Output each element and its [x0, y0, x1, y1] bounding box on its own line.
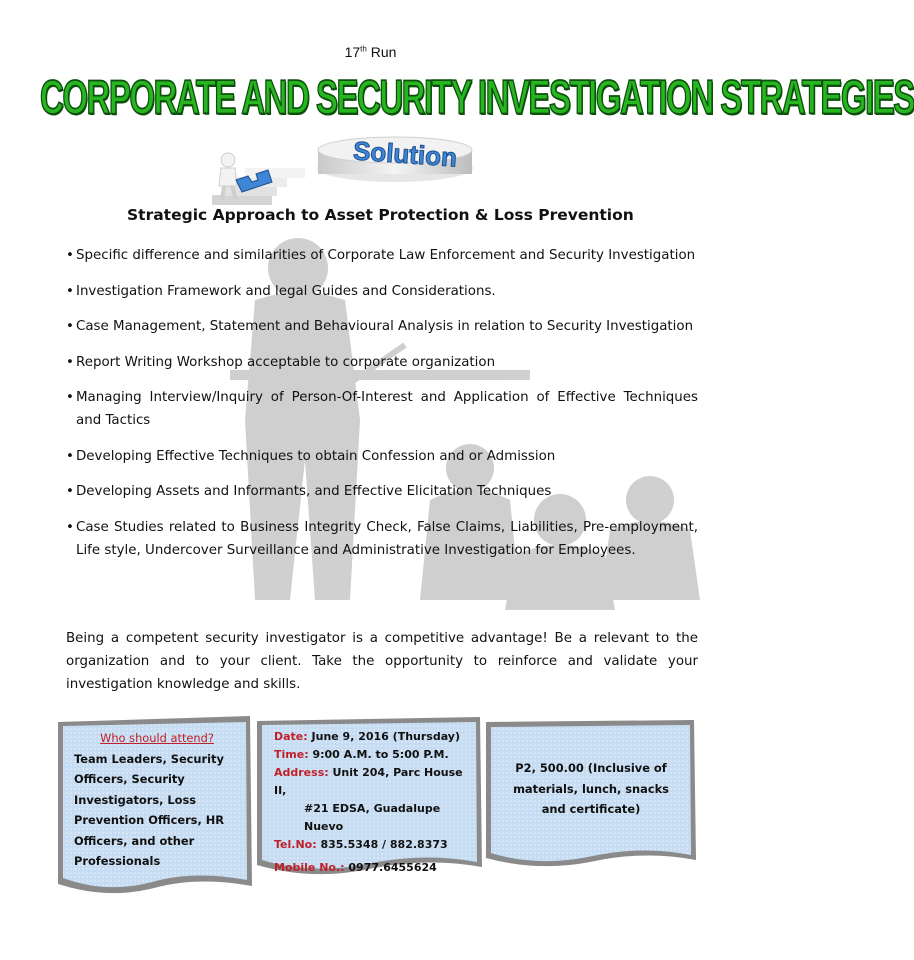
- mobile-value: 0977.6455624: [348, 861, 437, 874]
- who-should-attend-box: [58, 716, 252, 892]
- subtitle: Strategic Approach to Asset Protection & Loss Prevention: [127, 206, 634, 224]
- time-value: 9:00 A.M. to 5:00 P.M.: [312, 748, 449, 761]
- tel-label: Tel.No:: [274, 838, 317, 851]
- list-item: • Managing Interview/Inquiry of Person-Of-Interest and Application of Effective Techniques and Tactics: [66, 386, 698, 432]
- event-details-box: [257, 717, 482, 875]
- closing-paragraph: Being a competent security investigator is a competitive advantage! Be a relevant to the organization and to your client. Take the opportunity to reinforce and validate your investigation knowledge and skills.: [66, 631, 698, 692]
- list-item: • Developing Effective Techniques to obtain Confession and or Admission: [66, 445, 698, 468]
- run-suffix: th: [360, 44, 367, 54]
- address-label: Address:: [274, 766, 329, 779]
- list-item: • Specific difference and similarities of Corporate Law Enforcement and Security Investigation: [66, 244, 698, 267]
- solution-label: Solution: [352, 135, 458, 173]
- run-number: 17: [344, 44, 361, 60]
- address-line-1: Unit 204, Parc House II,: [274, 766, 463, 797]
- tel-line: [274, 836, 476, 854]
- tel-value: 835.5348 / 882.8373: [320, 838, 448, 851]
- run-word: Run: [370, 44, 397, 60]
- price-text: P2, 500.00 (Inclusive of materials, lunch, snacks and certificate): [513, 761, 669, 816]
- time-line: [274, 746, 476, 764]
- list-item: • Investigation Framework and legal Guides and Considerations.: [66, 280, 698, 303]
- topics-list: [66, 244, 698, 574]
- mobile-label: Mobile No.:: [274, 861, 345, 874]
- price-box: [486, 720, 696, 870]
- date-value: June 9, 2016 (Thursday): [311, 730, 460, 743]
- list-item: • Report Writing Workshop acceptable to corporate organization: [66, 351, 698, 374]
- time-label: Time:: [274, 748, 309, 761]
- list-item: • Case Studies related to Business Integrity Check, False Claims, Liabilities, Pre-employment, Life style, Undercover Surveillance and Administrative Investigation for Employees.: [66, 516, 698, 562]
- date-line: [274, 728, 476, 746]
- date-label: Date:: [274, 730, 308, 743]
- mobile-line: [274, 859, 476, 877]
- who-heading: Who should attend?: [100, 731, 214, 745]
- address-line-2: #21 EDSA, Guadalupe Nuevo: [304, 802, 441, 833]
- who-body: Team Leaders, Security Officers, Security Investigators, Loss Prevention Officers, HR Officers, and other Professionals: [74, 751, 225, 868]
- address-line: [274, 764, 476, 800]
- list-item: • Developing Assets and Informants, and Effective Elicitation Techniques: [66, 480, 698, 503]
- page-title: CORPORATE AND SECURITY INVESTIGATION STRATEGIES: [40, 70, 914, 124]
- list-item: • Case Management, Statement and Behavioural Analysis in relation to Security Investigation: [66, 315, 698, 338]
